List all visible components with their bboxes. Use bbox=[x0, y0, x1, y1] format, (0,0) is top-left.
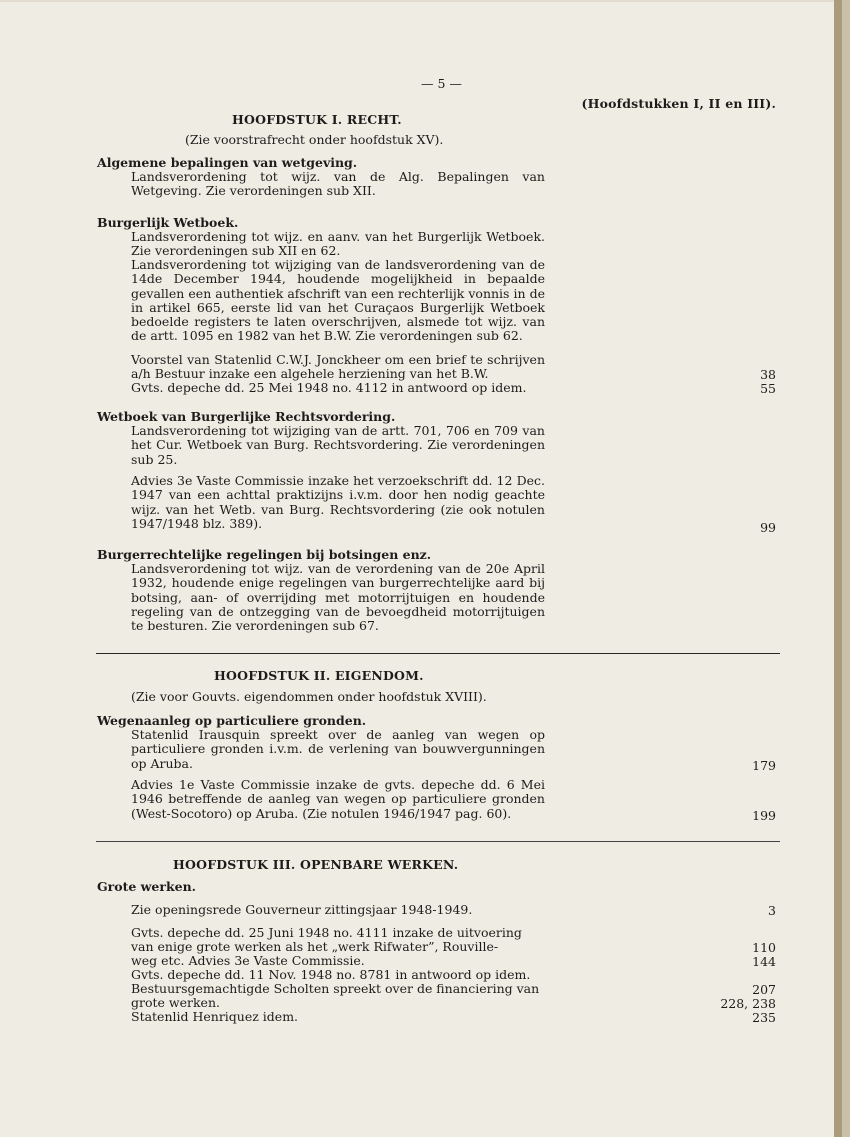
page-reference: 110 bbox=[752, 940, 776, 955]
page-reference: 207 bbox=[752, 982, 776, 997]
chapter-2-title: HOOFDSTUK II. EIGENDOM. bbox=[214, 668, 424, 683]
entry-text: Landsverordening tot wijziging van de landsverordening van de 14de December 1944, houdende mogelijkheid in bepaalde gevallen een authentiek afschrift van een rechterlijk vonnis in de in artikel 665, eerste lid van het Curaçaos Burgerlijk Wetboek bedoelde registers te laten overschrijven, alsmede tot wijz. van de artt. 1095 en 1982 van het B.W. Zie verordeningen sub 62. bbox=[131, 257, 545, 344]
entry-text: weg etc. Advies 3e Vaste Commissie. bbox=[131, 953, 365, 968]
entry-text: Landsverordening tot wijz. van de verordening van de 20e April 1932, houdende enige regelingen van burgerrechtelijke aard bij botsing, aan- of overrijding met motorrijtuigen en houdende regeling van de ontzegging van de bevoegdheid motorrijtuigen te besturen. Zie verordeningen sub 67. bbox=[131, 561, 545, 634]
page-reference: 199 bbox=[752, 808, 776, 823]
entry-text: Landsverordening tot wijz. en aanv. van het Burgerlijk Wetboek. Zie verordeningen sub XII en 62. bbox=[131, 229, 545, 259]
chapter-1-note: (Zie voorstrafrecht onder hoofdstuk XV). bbox=[185, 132, 444, 147]
section-heading: Burgerlijk Wetboek. bbox=[97, 215, 239, 230]
entry-text: Bestuursgemachtigde Scholten spreekt over de financiering van bbox=[131, 981, 540, 996]
page-reference: 228, 238 bbox=[720, 996, 776, 1011]
chapter-divider bbox=[96, 841, 780, 842]
page-reference: 38 bbox=[760, 367, 776, 382]
page-reference: 55 bbox=[760, 381, 776, 396]
entry-text: Landsverordening tot wijz. van de Alg. Bepalingen van Wetgeving. Zie verordeningen sub XII. bbox=[131, 169, 545, 199]
page-reference: 99 bbox=[760, 520, 776, 535]
entry-text: Gvts. depeche dd. 25 Juni 1948 no. 4111 inzake de uitvoering bbox=[131, 925, 522, 940]
entry-text: Statenlid Henriquez idem. bbox=[131, 1009, 299, 1024]
entry-text: Gvts. depeche dd. 25 Mei 1948 no. 4112 in antwoord op idem. bbox=[131, 380, 527, 395]
chapter-3-title: HOOFDSTUK III. OPENBARE WERKEN. bbox=[173, 857, 459, 872]
section-heading: Burgerrechtelijke regelingen bij botsingen enz. bbox=[97, 547, 432, 562]
section-heading: Algemene bepalingen van wetgeving. bbox=[97, 155, 358, 170]
entry-text: Voorstel van Statenlid C.W.J. Jonckheer om een brief te schrijven a/h Bestuur inzake een algehele herziening van het B.W. bbox=[131, 352, 545, 382]
chapter-2-note: (Zie voor Gouvts. eigendommen onder hoofdstuk XVIII). bbox=[131, 689, 487, 704]
entry-text: van enige grote werken als het „werk Rifwater”, Rouville- bbox=[131, 939, 499, 954]
chapter-1-title: HOOFDSTUK I. RECHT. bbox=[232, 112, 402, 127]
running-header: (Hoofdstukken I, II en III). bbox=[581, 96, 776, 111]
page-reference: 235 bbox=[752, 1010, 776, 1025]
chapter-divider bbox=[96, 653, 780, 654]
entry-text: Advies 3e Vaste Commissie inzake het verzoekschrift dd. 12 Dec. 1947 van een achttal praktizijns i.v.m. door hen nodig geachte wijz. van het Wetb. van Burg. Rechtsvordering (zie ook notulen 1947/1948 blz. 389). bbox=[131, 473, 545, 531]
section-heading: Wetboek van Burgerlijke Rechtsvordering. bbox=[97, 409, 396, 424]
entry-text: Landsverordening tot wijziging van de artt. 701, 706 en 709 van het Cur. Wetboek van Burg. Rechtsvordering. Zie verordeningen sub 25. bbox=[131, 423, 545, 467]
page-edge bbox=[834, 0, 842, 1137]
page-number: — 5 — bbox=[421, 76, 462, 91]
section-heading: Grote werken. bbox=[97, 879, 197, 894]
entry-text: Advies 1e Vaste Commissie inzake de gvts. depeche dd. 6 Mei 1946 betreffende de aanleg van wegen op particuliere gronden (West-Socotoro) op Aruba. (Zie notulen 1946/1947 pag. 60). bbox=[131, 777, 545, 821]
page-reference: 3 bbox=[768, 903, 776, 918]
entry-text: Statenlid Irausquin spreekt over de aanleg van wegen op particuliere gronden i.v.m. de verlening van bouwvergunningen op Aruba. bbox=[131, 727, 545, 771]
entry-text: Gvts. depeche dd. 11 Nov. 1948 no. 8781 in antwoord op idem. bbox=[131, 967, 531, 982]
entry-text: Zie openingsrede Gouverneur zittingsjaar 1948-1949. bbox=[131, 902, 473, 917]
page-reference: 179 bbox=[752, 758, 776, 773]
section-heading: Wegenaanleg op particuliere gronden. bbox=[97, 713, 367, 728]
page-reference: 144 bbox=[752, 954, 776, 969]
entry-text: grote werken. bbox=[131, 995, 220, 1010]
